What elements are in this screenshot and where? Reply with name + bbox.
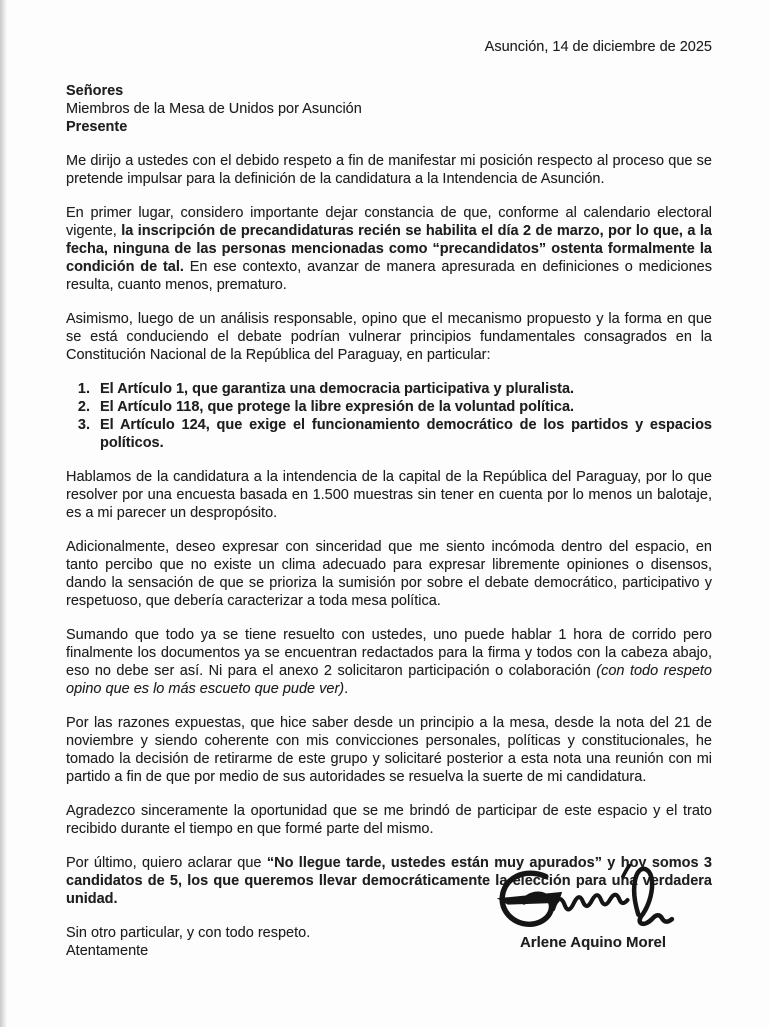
paragraph: [66, 626, 712, 698]
scan-edge-shadow: [0, 0, 7, 1027]
paragraph: [66, 538, 712, 610]
recipient-presente: Presente: [66, 119, 128, 135]
text-run: En ese contexto, avanzar de manera apresurada en definiciones o mediciones resulta, cuanto menos, prematuro.: [66, 259, 712, 293]
recipient-block: [66, 82, 712, 136]
paragraph: [66, 802, 712, 838]
paragraph: [66, 152, 712, 188]
handwritten-signature-icon: [493, 862, 693, 940]
article-list-item: 3. El Artículo 124, que exige el funcionamiento democrático de los partidos y espacios políticos.: [94, 416, 712, 452]
text-run: Asimismo, luego de un análisis responsable, opino que el mecanismo propuesto y la forma en que se está conduciendo el debate podrían vulnerar principios fundamentales consagrados en la Constitución Nacional de la República del Paraguay, en particular:: [66, 311, 712, 363]
letter-date: Asunción, 14 de diciembre de 2025: [484, 39, 712, 55]
recipient-salutation: Señores: [66, 83, 124, 99]
closing-row: [66, 924, 712, 960]
text-run: (con todo respeto opino que es lo más escueto que pude ver): [66, 663, 712, 697]
text-run: “No llegue tarde, ustedes están muy apurados” y hoy somos 3 candidatos de 5, los que queremos llevar democráticamente la elección para una verdadera unidad.: [66, 855, 712, 907]
text-run: En primer lugar, considero importante dejar constancia de que, conforme al calendario electoral vigente,: [66, 205, 712, 239]
text-run: Por las razones expuestas, que hice saber desde un principio a la mesa, desde la nota del 21 de noviembre y siendo coherente con mis convicciones personales, políticas y constitucionales, he tomado la decisión de retirarme de este grupo y solicitaré posterior a esta nota una reunión con mi partido a fin de que por medio de sus autoridades se resuelva la suerte de mi candidatura.: [66, 715, 712, 785]
text-run: Por último, quiero aclarar que: [66, 855, 267, 871]
signature-block: [488, 862, 698, 952]
text-run: Sumando que todo ya se tiene resuelto con ustedes, uno puede hablar 1 hora de corrido pero finalmente los documentos ya se encuentran redactados para la firma y todos con la cabeza abajo, eso no debe ser así. Ni para el anexo 2 solicitaron participación o colaboración: [66, 627, 712, 679]
letter-body: [66, 152, 712, 908]
closing-atentamente: Atentamente: [66, 943, 149, 959]
paragraph: [66, 714, 712, 786]
text-run: .: [344, 681, 349, 697]
recipient-name: Miembros de la Mesa de Unidos por Asunción: [66, 101, 362, 117]
paragraph: [66, 468, 712, 522]
article-list-item: 2. El Artículo 118, que protege la libre expresión de la voluntad política.: [94, 398, 712, 416]
signer-name: Arlene Aquino Morel: [519, 934, 667, 951]
articles-list: [66, 380, 712, 452]
paragraph: [66, 204, 712, 294]
text-run: Agradezco sinceramente la oportunidad que se me brindó de participar de este espacio y el trato recibido durante el tiempo en que formé parte del mismo.: [66, 803, 712, 837]
text-run: la inscripción de precandidaturas recién se habilita el día 2 de marzo, por lo que, a la fecha, ninguna de las personas mencionadas como “precandidatos” ostenta formalmente la condición de tal.: [66, 223, 712, 275]
text-run: Adicionalmente, deseo expresar con sinceridad que me siento incómoda dentro del espacio, en tanto percibo que no existe un clima adecuado para expresar libremente opiniones o disensos, dando la sensación de que se prioriza la sumisión por sobre el debate democrático, participativo y respetuoso, que debería caracterizar a toda mesa política.: [66, 539, 712, 609]
paragraph: [66, 310, 712, 364]
closing-line: Sin otro particular, y con todo respeto.: [66, 925, 311, 941]
text-run: Hablamos de la candidatura a la intendencia de la capital de la República del Paraguay, por lo que resolver por una encuesta basada en 1.500 muestras sin tener en cuenta por lo menos un balotaje, es a mi parecer un despropósito.: [66, 469, 712, 521]
article-list-item: 1. El Artículo 1, que garantiza una democracia participativa y pluralista.: [94, 380, 712, 398]
text-run: Me dirijo a ustedes con el debido respeto a fin de manifestar mi posición respecto al proceso que se pretende impulsar para la definición de la candidatura a la Intendencia de Asunción.: [66, 153, 712, 187]
